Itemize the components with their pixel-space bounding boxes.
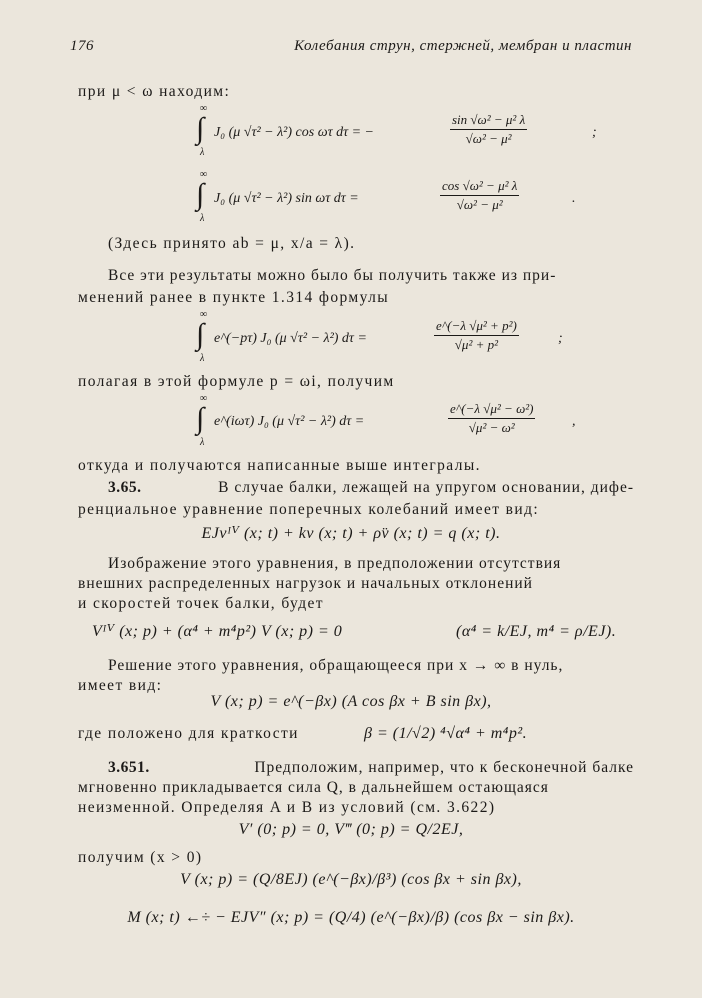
integral-1-fraction: $\frac{\text{sin √ω² − μ² λ}}{\text{√ω² − μ²}}$ <box>452 112 526 146</box>
beta-definition: β = (1/√2) ⁴√α⁴ + m⁴p². <box>364 725 528 742</box>
text-line: и скоростей точек балки, будет <box>78 595 324 612</box>
text-line: Все эти результаты можно было бы получить также из при- <box>108 267 557 284</box>
text-line: получим (x > 0) <box>78 849 203 866</box>
text-line: (Здесь принято ab = μ, x/a = λ). <box>108 235 356 252</box>
book-page: 176 Колебания струн, стержней, мембран и пластин при μ < ω находим: ∞ ∫ λ J₀ (μ √τ² − λ²) cos ωτ dτ = − $\frac{\text{sin √ω² − μ² λ}}{\text{√ω² − μ²}}$ ; ∞ ∫ λ J₀ (μ √τ² − λ²) sin ωτ dτ = $\frac{\text{cos √ω² − μ² λ}}{\text{√ω² − μ²}}$ . (Здесь принято ab = μ, x/a = λ). Все эти результаты можно было бы получить также из при- менений ранее в пункте 1.314 формулы ∞ ∫ λ e^(−pτ) J₀ (μ √τ² − λ²) dτ = $\frac{\text{e\textasciicircum{}(−λ √μ² + p²)}}{\text{√μ² + p²}}$ ; полагая в этой формуле p = ωi, получим ∞ ∫ λ e^(iωτ) J₀ (μ √τ² − λ²) dτ = $\frac{\text{e\textasciicircum{}(−λ √μ² − ω²)}}{\text{√μ² − ω²}}$ , откуда и получаются написанные выше интегралы. 3.65. В случае балки, лежащей на упругом основании, дифе- ренциальное уравнение поперечных колебаний имеет вид: EJvᴵⱽ (x; t) + kv (x; t) + ρv̈ (x; t) = q (x; t). Изображение этого уравнения, в предположении отсутствия внешних распределенных нагрузок и начальных отклонений и скоростей точек балки, будет Vᴵⱽ (x; p) + (α⁴ + m⁴p²) V (x; p) = 0 (α⁴ = k/EJ, m⁴ = ρ/EJ). Решение этого уравнения, обращающееся при x → ∞ в нуль, имеет вид: V (x; p) = e^(−βx) (A cos βx + B sin βx), где положено для краткости β = (1/√2) ⁴√α⁴ + m⁴p². 3.651. Предположим, например, что к бесконечной балке мгновенно прикладывается сила Q, в дальнейшем остающаяся неизменной. Определяя A и B из условий (см. 3.622) V′ (0; p) = 0, V‴ (0; p) = Q/2EJ, получим (x > 0) V (x; p) = (Q/8EJ) (e^(−βx)/β³) (cos βx + sin βx), M (x; t) ←÷ − EJV″ (x; p) = (Q/4) (e^(−βx)/β) (cos βx − sin βx). <box>0 0 702 998</box>
integral-1-expression: J₀ (μ √τ² − λ²) cos ωτ dτ = − <box>214 125 374 140</box>
section-3-65-line: 3.65. В случае балки, лежащей на упругом основании, дифе- <box>108 479 634 496</box>
moment-equation: M (x; t) ←÷ − EJV″ (x; p) = (Q/4) (e^(−βx)/β) (cos βx − sin βx). <box>127 909 575 926</box>
text-line: мгновенно прикладывается сила Q, в дальнейшем остающаяся <box>78 779 549 796</box>
text-line: неизменной. Определяя A и B из условий (см. 3.622) <box>78 799 496 816</box>
integral-3-expression: e^(−pτ) J₀ (μ √τ² − λ²) dτ = <box>214 331 367 346</box>
beam-equation: EJvᴵⱽ (x; t) + kv (x; t) + ρv̈ (x; t) = q (x; t). <box>201 525 501 542</box>
page-header <box>70 38 632 60</box>
image-equation: Vᴵⱽ (x; p) + (α⁴ + m⁴p²) V (x; p) = 0 <box>92 623 343 640</box>
text-line: откуда и получаются написанные выше интегралы. <box>78 457 481 474</box>
text-line: Изображение этого уравнения, в предположении отсутствия <box>108 555 562 572</box>
text-line: полагая в этой формуле p = ωi, получим <box>78 373 395 390</box>
text-line: имеет вид: <box>78 677 163 694</box>
integral-4-expression: e^(iωτ) J₀ (μ √τ² − λ²) dτ = <box>214 414 365 429</box>
text-line: внешних распределенных нагрузок и начальных отклонений <box>78 575 533 592</box>
text-line: ренциальное уравнение поперечных колебаний имеет вид: <box>78 501 540 518</box>
page-number: 176 <box>70 38 94 54</box>
integral-2-expression: J₀ (μ √τ² − λ²) sin ωτ dτ = <box>214 191 359 206</box>
text-line: при μ < ω находим: <box>78 83 231 100</box>
solution-equation: V (x; p) = e^(−βx) (A cos βx + B sin βx), <box>210 693 492 710</box>
section-3-651-line: 3.651. Предположим, например, что к бесконечной балке <box>108 759 634 776</box>
image-equation-definitions: (α⁴ = k/EJ, m⁴ = ρ/EJ). <box>456 623 617 640</box>
text-line: Решение этого уравнения, обращающееся при x → ∞ в нуль, <box>108 657 564 674</box>
text-line: где положено для краткости <box>78 725 299 742</box>
running-title: Колебания струн, стержней, мембран и пластин <box>294 38 632 54</box>
integral-2-fraction: $\frac{\text{cos √ω² − μ² λ}}{\text{√ω² − μ²}}$ <box>442 178 518 212</box>
integral-3-fraction: $\frac{\text{e\textasciicircum{}(−λ √μ² + p²)}}{\text{√μ² + p²}}$ <box>436 318 517 352</box>
boundary-conditions: V′ (0; p) = 0, V‴ (0; p) = Q/2EJ, <box>238 821 464 838</box>
integral-4-fraction: $\frac{\text{e\textasciicircum{}(−λ √μ² − ω²)}}{\text{√μ² − ω²}}$ <box>450 401 534 435</box>
displacement-equation: V (x; p) = (Q/8EJ) (e^(−βx)/β³) (cos βx + sin βx), <box>180 871 522 888</box>
text-line: менений ранее в пункте 1.314 формулы <box>78 289 390 306</box>
